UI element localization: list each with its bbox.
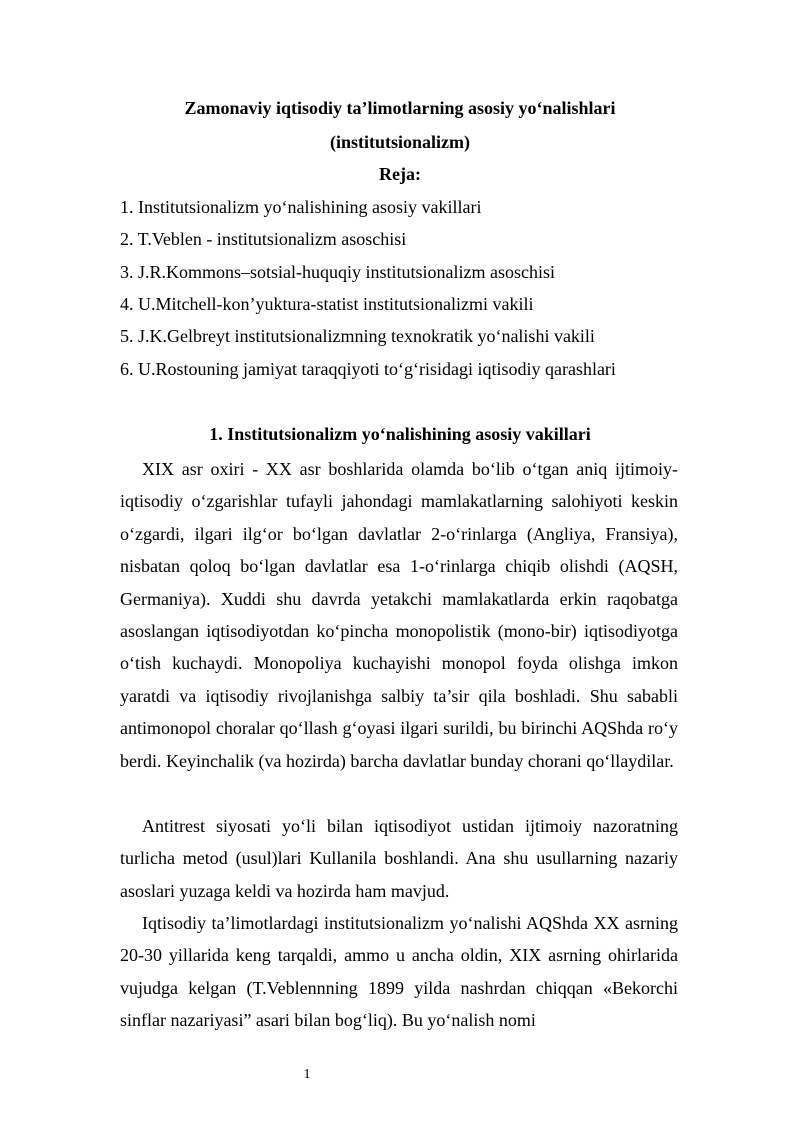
- plan-item: 4. U.Mitchell-kon’yuktura-statist institutsionalizmi vakili: [120, 294, 534, 314]
- section-heading: 1. Institutsionalizm yo‘nalishining asosiy vakillari: [209, 424, 591, 444]
- page-number: 1: [303, 1067, 311, 1082]
- body-paragraph: XIX asr oxiri - XX asr boshlarida olamda bo‘lib o‘tgan aniq ijtimoiy-iqtisodiy o‘zgarishlar tufayli jahondagi mamlakatlarning salohiyoti keskin o‘zgardi, ilgari ilg‘or bo‘lgan davlatlar 2-o‘rinlarga (Angliya, Fransiya), nisbatan qoloq bo‘lgan davlatlar esa 1-o‘rinlarga chiqib olishdi (AQSH, Germaniya). Xuddi shu davrda yetakchi mamlakatlarda erkin raqobatga asoslangan iqtisodiyotdan ko‘pincha monopolistik (mono-bir) iqtisodiyotga o‘tish kuchaydi. Monopoliya kuchayishi monopol foyda olishga imkon yaratdi va iqtisodiy rivojlanishga salbiy ta’sir qila boshladi. Shu sababli antimonopol choralar qo‘llash g‘oyasi ilgari surildi, bu birinchi AQShda ro‘y berdi. Keyinchalik (va hozirda) barcha davlatlar bunday chorani qo‘llaydilar.: [120, 459, 678, 771]
- plan-item: 3. J.R.Kommons–sotsial-huquqiy institutsionalizm asoschisi: [120, 262, 556, 282]
- plan-item: 2. T.Veblen - institutsionalizm asoschisi: [120, 229, 407, 249]
- plan-item: 5. J.K.Gelbreyt institutsionalizmning texnokratik yo‘nalishi vakili: [120, 326, 595, 346]
- body-paragraph: Antitrest siyosati yo‘li bilan iqtisodiyot ustidan ijtimoiy nazoratning turlicha metod (usul)lari Kullanila boshlandi. Ana shu usullarning nazariy asoslari yuzaga keldi va hozirda ham mavjud.: [120, 816, 678, 901]
- document-title-line-1: Zamonaviy iqtisodiy ta’limotlarning asosiy yo‘nalishlari: [184, 98, 616, 118]
- plan-item: 6. U.Rostouning jamiyat taraqqiyoti to‘g‘risidagi iqtisodiy qarashlari: [120, 359, 616, 379]
- plan-heading: Reja:: [379, 164, 421, 184]
- plan-item: 1. Institutsionalizm yo‘nalishining asosiy vakillari: [120, 197, 482, 217]
- document-title-line-2: (institutsionalizm): [329, 132, 470, 152]
- body-paragraph: Iqtisodiy ta’limotlardagi institutsionalizm yo‘nalishi AQShda XX asrning 20-30 yillarida keng tarqaldi, ammo u ancha oldin, XIX asrning ohirlarida vujudga kelgan (T.Veblennning 1899 yilda nashrdan chiqqan «Bekorchi sinflar nazariyasi” asari bilan bog‘liq). Bu yo‘nalish nomi: [120, 913, 678, 1031]
